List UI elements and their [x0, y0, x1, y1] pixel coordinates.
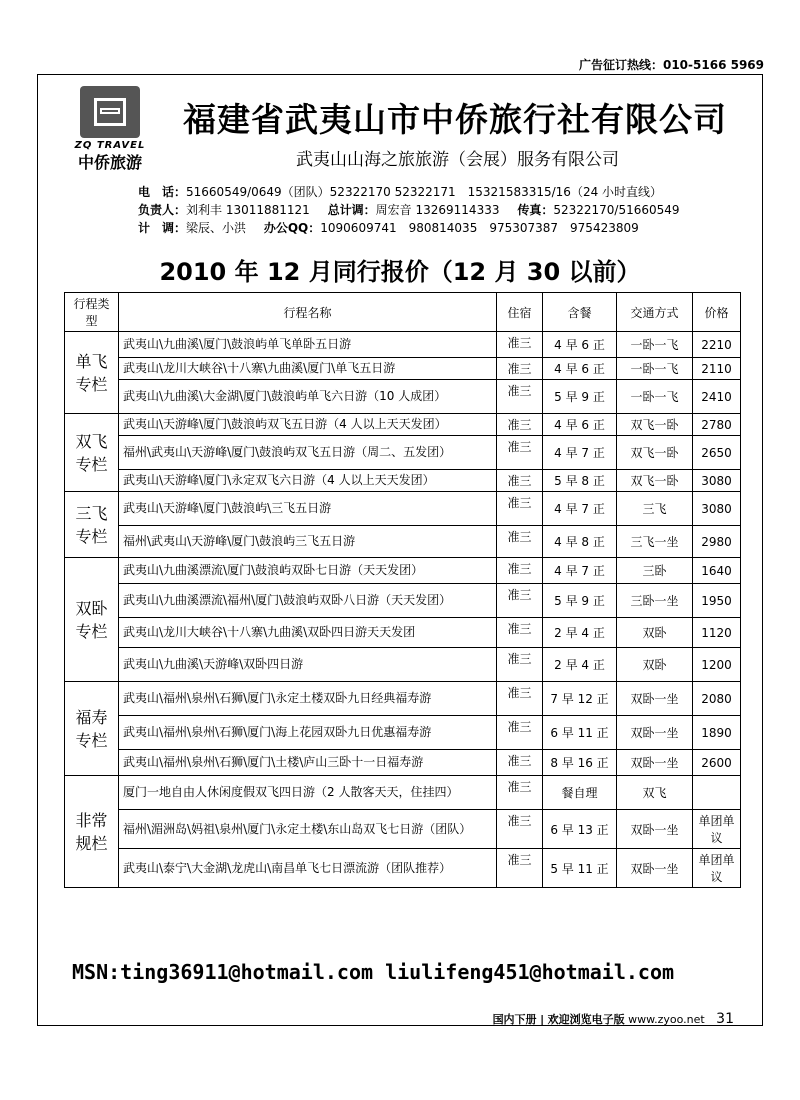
contact-row-staff [138, 201, 694, 219]
route-cell: 武夷山\九曲溪漂流\厦门\鼓浪屿双卧七日游（天天发团） [119, 558, 497, 584]
table-row [65, 750, 741, 776]
price-cell: 1890 [693, 716, 741, 750]
meals-cell: 5 早 9 正 [543, 584, 617, 618]
table-row [65, 436, 741, 470]
footer-site-link[interactable]: www.zyoo.net [628, 1013, 705, 1026]
category-name: 双卧专栏 [75, 598, 108, 641]
transport-cell: 三飞 [617, 492, 693, 526]
category-cell [65, 492, 119, 558]
transport-cell: 双卧一坐 [617, 810, 693, 849]
meals-cell: 4 早 6 正 [543, 414, 617, 436]
route-cell: 武夷山\九曲溪\天游峰\双卧四日游 [119, 648, 497, 682]
hotel-cell: 准三 [497, 618, 543, 648]
price-cell: 1200 [693, 648, 741, 682]
table-row [65, 358, 741, 380]
route-cell: 武夷山\天游峰\厦门\鼓浪屿\三飞五日游 [119, 492, 497, 526]
route-cell: 武夷山\泰宁\大金湖\龙虎山\南昌单飞七日漂流游（团队推荐） [119, 849, 497, 888]
fax-value: 52322170/51660549 [553, 203, 680, 217]
contact-row-qq [138, 219, 694, 237]
header-meals: 含餐 [543, 293, 617, 332]
price-cell: 2410 [693, 380, 741, 414]
hotel-cell: 准三 [497, 358, 543, 380]
price-cell [693, 776, 741, 810]
category-cell [65, 558, 119, 682]
manager-label: 负责人： [138, 203, 187, 217]
transport-cell: 三卧一坐 [617, 584, 693, 618]
route-cell: 武夷山\九曲溪\大金湖\厦门\鼓浪屿单飞六日游（10 人成团） [119, 380, 497, 414]
meals-cell: 5 早 8 正 [543, 470, 617, 492]
route-cell: 武夷山\九曲溪\厦门\鼓浪屿单飞单卧五日游 [119, 332, 497, 358]
price-cell: 3080 [693, 470, 741, 492]
meals-cell: 4 早 7 正 [543, 558, 617, 584]
transport-cell: 一卧一飞 [617, 332, 693, 358]
ad-hotline: 广告征订热线：010-5166 5969 [578, 58, 764, 72]
sub-company-name: 武夷山山海之旅旅游（会展）服务有限公司 [296, 150, 619, 170]
price-cell: 1950 [693, 584, 741, 618]
price-cell: 单团单议 [693, 810, 741, 849]
route-cell: 武夷山\龙川大峡谷\十八寨\九曲溪\厦门\单飞五日游 [119, 358, 497, 380]
category-name: 三飞专栏 [75, 503, 108, 546]
footer-section: 国内下册 [492, 1013, 537, 1026]
transport-cell: 双卧 [617, 618, 693, 648]
hotel-cell: 准三 [497, 558, 543, 584]
meals-cell: 6 早 11 正 [543, 716, 617, 750]
planner-value: 梁辰、小洪 [186, 221, 247, 235]
route-cell: 武夷山\福州\泉州\石狮\厦门\土楼\庐山三卧十一日福寿游 [119, 750, 497, 776]
transport-cell: 三卧 [617, 558, 693, 584]
fax-label: 传真： [517, 203, 554, 217]
table-row [65, 618, 741, 648]
logo-chinese: 中侨旅游 [77, 153, 142, 172]
transport-cell: 双卧一坐 [617, 750, 693, 776]
company-logo [74, 86, 146, 176]
header-route: 行程名称 [119, 293, 497, 332]
price-cell: 2980 [693, 526, 741, 558]
category-name: 非常规栏 [75, 810, 108, 853]
transport-cell: 双卧一坐 [617, 682, 693, 716]
hotel-cell: 准三 [497, 526, 543, 558]
table-header-row [65, 293, 741, 332]
meals-cell: 5 早 9 正 [543, 380, 617, 414]
price-cell: 1120 [693, 618, 741, 648]
meals-cell: 餐自理 [543, 776, 617, 810]
table-row [65, 470, 741, 492]
transport-cell: 双飞一卧 [617, 414, 693, 436]
meals-cell: 2 早 4 正 [543, 648, 617, 682]
meals-cell: 4 早 8 正 [543, 526, 617, 558]
category-cell [65, 776, 119, 888]
contact-row-phone [138, 183, 694, 201]
phone-label: 电 话： [138, 185, 187, 199]
table-row [65, 810, 741, 849]
transport-cell: 一卧一飞 [617, 380, 693, 414]
transport-cell: 一卧一飞 [617, 358, 693, 380]
transport-cell: 双飞一卧 [617, 436, 693, 470]
category-name: 单飞专栏 [75, 351, 108, 394]
route-cell: 武夷山\九曲溪漂流\福州\厦门\鼓浪屿双卧八日游（天天发团） [119, 584, 497, 618]
table-row [65, 849, 741, 888]
logo-english: ZQ TRAVEL [74, 140, 146, 151]
hotel-cell: 准三 [497, 436, 543, 470]
transport-cell: 双飞一卧 [617, 470, 693, 492]
table-row [65, 648, 741, 682]
msn-contact: MSN:ting36911@hotmail.com liulifeng451@hotmail.com [72, 960, 675, 984]
table-row [65, 380, 741, 414]
price-cell: 1640 [693, 558, 741, 584]
manager-value: 刘利丰 13011881121 [186, 203, 310, 217]
route-cell: 福州\武夷山\天游峰\厦门\鼓浪屿三飞五日游 [119, 526, 497, 558]
table-row [65, 776, 741, 810]
hotel-cell: 准三 [497, 682, 543, 716]
category-name: 双飞专栏 [75, 431, 108, 474]
header-price: 价格 [693, 293, 741, 332]
category-cell [65, 682, 119, 776]
hotel-cell: 准三 [497, 492, 543, 526]
dispatch-value: 周宏音 13269114333 [375, 203, 500, 217]
hotel-cell: 准三 [497, 810, 543, 849]
route-cell: 武夷山\天游峰\厦门\永定双飞六日游（4 人以上天天发团） [119, 470, 497, 492]
price-cell: 2210 [693, 332, 741, 358]
meals-cell: 7 早 12 正 [543, 682, 617, 716]
price-cell: 3080 [693, 492, 741, 526]
transport-cell: 双卧一坐 [617, 849, 693, 888]
category-cell [65, 332, 119, 414]
contact-block [138, 183, 694, 237]
price-cell: 2600 [693, 750, 741, 776]
phone-value: 51660549/0649（团队）52322170 52322171 15321583315/16（24 小时直线） [186, 185, 663, 199]
price-cell: 单团单议 [693, 849, 741, 888]
logo-mark-icon [80, 86, 140, 138]
hotel-cell: 准三 [497, 750, 543, 776]
table-row [65, 414, 741, 436]
table-row [65, 526, 741, 558]
planner-label: 计 调： [138, 221, 187, 235]
transport-cell: 双卧 [617, 648, 693, 682]
price-cell: 2110 [693, 358, 741, 380]
meals-cell: 5 早 11 正 [543, 849, 617, 888]
route-cell: 福州\湄洲岛\妈祖\泉州\厦门\永定土楼\东山岛双飞七日游（团队） [119, 810, 497, 849]
hotel-cell: 准三 [497, 648, 543, 682]
route-cell: 武夷山\龙川大峡谷\十八寨\九曲溪\双卧四日游天天发团 [119, 618, 497, 648]
meals-cell: 4 早 7 正 [543, 436, 617, 470]
meals-cell: 6 早 13 正 [543, 810, 617, 849]
table-row [65, 584, 741, 618]
page-footer [493, 1011, 734, 1027]
transport-cell: 双卧一坐 [617, 716, 693, 750]
transport-cell: 三飞一坐 [617, 526, 693, 558]
hotel-cell: 准三 [497, 380, 543, 414]
page-number: 31 [716, 1011, 734, 1027]
route-cell: 武夷山\福州\泉州\石狮\厦门\永定土楼双卧九日经典福寿游 [119, 682, 497, 716]
price-list-headline: 2010 年 12 月同行报价（12 月 30 以前） [159, 258, 641, 286]
price-cell: 2780 [693, 414, 741, 436]
hotel-cell: 准三 [497, 332, 543, 358]
qq-value: 1090609741 980814035 975307387 975423809 [320, 221, 639, 235]
header-transport: 交通方式 [617, 293, 693, 332]
transport-cell: 双飞 [617, 776, 693, 810]
route-cell: 武夷山\福州\泉州\石狮\厦门\海上花园双卧九日优惠福寿游 [119, 716, 497, 750]
category-name: 福寿专栏 [75, 707, 108, 750]
route-cell: 福州\武夷山\天游峰\厦门\鼓浪屿双飞五日游（周二、五发团） [119, 436, 497, 470]
meals-cell: 4 早 6 正 [543, 358, 617, 380]
hotel-cell: 准三 [497, 849, 543, 888]
table-row [65, 716, 741, 750]
meals-cell: 2 早 4 正 [543, 618, 617, 648]
table-row [65, 558, 741, 584]
footer-welcome: 欢迎浏览电子版 [547, 1013, 625, 1026]
meals-cell: 8 早 16 正 [543, 750, 617, 776]
hotel-cell: 准三 [497, 414, 543, 436]
table-row [65, 682, 741, 716]
qq-label: 办公QQ： [263, 221, 321, 235]
price-cell: 2650 [693, 436, 741, 470]
header-hotel: 住宿 [497, 293, 543, 332]
hotel-cell: 准三 [497, 716, 543, 750]
meals-cell: 4 早 7 正 [543, 492, 617, 526]
dispatch-label: 总计调： [327, 203, 376, 217]
hotel-cell: 准三 [497, 470, 543, 492]
meals-cell: 4 早 6 正 [543, 332, 617, 358]
header-category: 行程类型 [65, 293, 119, 332]
footer-separator: | [540, 1013, 545, 1026]
table-row [65, 492, 741, 526]
price-cell: 2080 [693, 682, 741, 716]
category-cell [65, 414, 119, 492]
hotel-cell: 准三 [497, 776, 543, 810]
price-table [64, 292, 741, 888]
route-cell: 厦门一地自由人休闲度假双飞四日游（2 人散客天天，住挂四） [119, 776, 497, 810]
hotel-cell: 准三 [497, 584, 543, 618]
route-cell: 武夷山\天游峰\厦门\鼓浪屿双飞五日游（4 人以上天天发团） [119, 414, 497, 436]
table-row [65, 332, 741, 358]
company-name: 福建省武夷山市中侨旅行社有限公司 [183, 100, 727, 139]
